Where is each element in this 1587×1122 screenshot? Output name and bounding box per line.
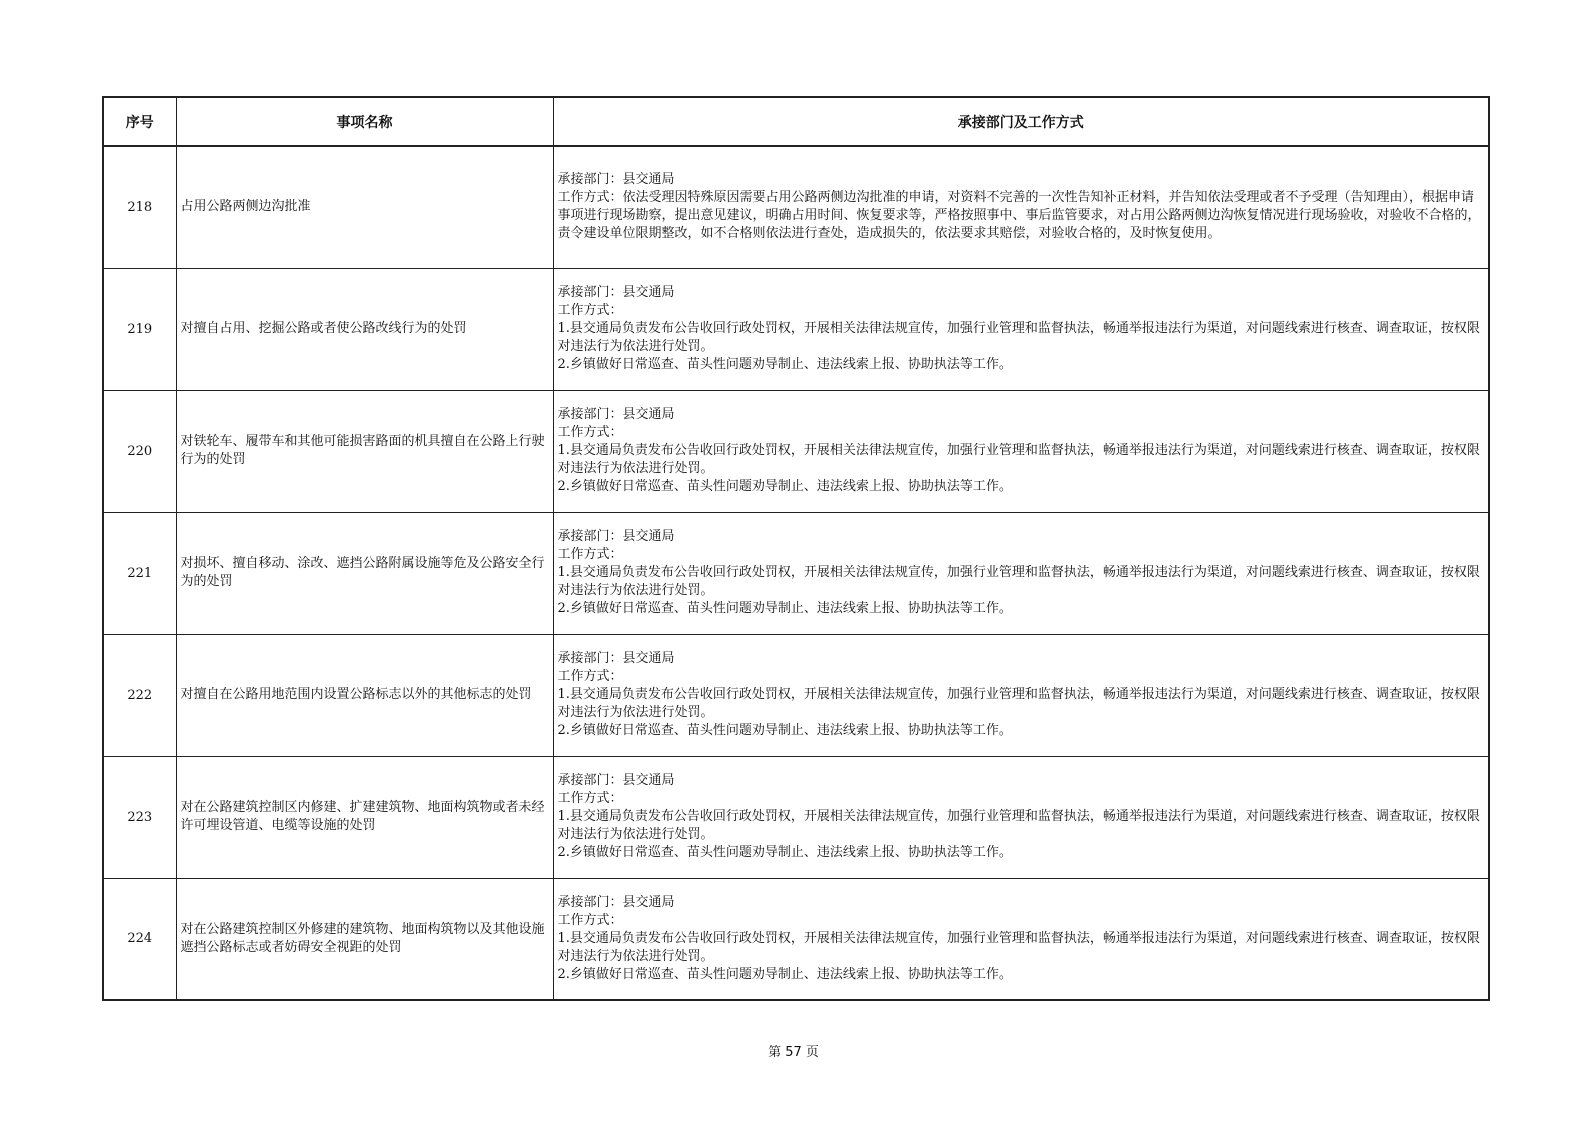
matter-name-cell: 对在公路建筑控制区外修建的建筑物、地面构筑物以及其他设施遮挡公路标志或者妨碍安全视距的处罚 (176, 878, 553, 1000)
header-matter-name: 事项名称 (176, 97, 553, 146)
serial-number-cell: 221 (103, 512, 176, 634)
department-method-cell (553, 634, 1489, 756)
department-method-line: 承接部门：县交通局 (557, 894, 675, 910)
department-method-line: 承接部门：县交通局 (557, 529, 675, 544)
department-method-line: 工作方式： (557, 547, 623, 562)
department-method-cell (553, 878, 1489, 1000)
serial-number-cell: 220 (103, 390, 176, 512)
department-method-line: 承接部门：县交通局 (557, 651, 675, 666)
department-method-line: 2.乡镇做好日常巡查、苗头性问题劝导制止、违法线索上报、协助执法等工作。 (557, 723, 1012, 738)
header-department-method: 承接部门及工作方式 (553, 97, 1489, 146)
department-method-cell (553, 146, 1489, 268)
department-method-line: 2.乡镇做好日常巡查、苗头性问题劝导制止、违法线索上报、协助执法等工作。 (557, 479, 1012, 494)
department-method-line: 1.县交通局负责发布公告收回行政处罚权，开展相关法律法规宣传，加强行业管理和监督执法，畅通举报违法行为渠道，对问题线索进行核查、调查取证，按权限对违法行为依法进行处罚。 (557, 443, 1480, 476)
page-number: 第 57 页 (768, 1045, 819, 1060)
table-header (103, 97, 1489, 146)
department-method-line: 工作方式： (557, 669, 623, 684)
matter-name-cell: 对擅自在公路用地范围内设置公路标志以外的其他标志的处罚 (176, 634, 553, 756)
department-method-line: 承接部门：县交通局 (557, 407, 675, 422)
department-method-line: 工作方式： (557, 425, 623, 440)
matters-table (102, 96, 1490, 1001)
table-row (103, 268, 1489, 390)
department-method-line: 工作方式： (557, 303, 623, 318)
matter-name-cell: 对损坏、擅自移动、涂改、遮挡公路附属设施等危及公路安全行为的处罚 (176, 512, 553, 634)
department-method-cell (553, 268, 1489, 390)
department-method-line: 承接部门：县交通局 (557, 172, 675, 188)
department-method-line: 1.县交通局负责发布公告收回行政处罚权，开展相关法律法规宣传，加强行业管理和监督执法，畅通举报违法行为渠道，对问题线索进行核查、调查取证，按权限对违法行为依法进行处罚。 (557, 687, 1480, 720)
department-method-line: 工作方式： (557, 912, 623, 928)
department-method-cell (553, 390, 1489, 512)
header-row (103, 97, 1489, 146)
department-method-line: 承接部门：县交通局 (557, 773, 675, 788)
serial-number-cell: 223 (103, 756, 176, 878)
department-method-cell (553, 512, 1489, 634)
matter-name-cell: 对擅自占用、挖掘公路或者使公路改线行为的处罚 (176, 268, 553, 390)
matter-name-cell: 对在公路建筑控制区内修建、扩建建筑物、地面构筑物或者未经许可埋设管道、电缆等设施的处罚 (176, 756, 553, 878)
table-row (103, 634, 1489, 756)
department-method-line: 1.县交通局负责发布公告收回行政处罚权，开展相关法律法规宣传，加强行业管理和监督执法，畅通举报违法行为渠道，对问题线索进行核查、调查取证，按权限对违法行为依法进行处罚。 (557, 930, 1480, 964)
matter-name-cell: 对铁轮车、履带车和其他可能损害路面的机具擅自在公路上行驶行为的处罚 (176, 390, 553, 512)
department-method-line: 2.乡镇做好日常巡查、苗头性问题劝导制止、违法线索上报、协助执法等工作。 (557, 966, 1012, 982)
department-method-line: 承接部门：县交通局 (557, 285, 675, 300)
department-method-line: 2.乡镇做好日常巡查、苗头性问题劝导制止、违法线索上报、协助执法等工作。 (557, 601, 1012, 616)
department-method-cell (553, 756, 1489, 878)
serial-number-cell: 218 (103, 146, 176, 268)
department-method-line: 工作方式： (557, 791, 623, 806)
table-row (103, 512, 1489, 634)
department-method-line: 2.乡镇做好日常巡查、苗头性问题劝导制止、违法线索上报、协助执法等工作。 (557, 357, 1012, 372)
table-body (103, 146, 1489, 1000)
department-method-line: 1.县交通局负责发布公告收回行政处罚权，开展相关法律法规宣传，加强行业管理和监督执法，畅通举报违法行为渠道，对问题线索进行核查、调查取证，按权限对违法行为依法进行处罚。 (557, 809, 1480, 842)
table-row (103, 390, 1489, 512)
serial-number-cell: 224 (103, 878, 176, 1000)
table-row (103, 756, 1489, 878)
matter-name-cell: 占用公路两侧边沟批准 (176, 146, 553, 268)
department-method-line: 1.县交通局负责发布公告收回行政处罚权，开展相关法律法规宣传，加强行业管理和监督执法，畅通举报违法行为渠道，对问题线索进行核查、调查取证，按权限对违法行为依法进行处罚。 (557, 321, 1480, 354)
department-method-line: 工作方式：依法受理因特殊原因需要占用公路两侧边沟批准的申请，对资料不完善的一次性告知补正材料，并告知依法受理或者不予受理（告知理由），根据申请事项进行现场勘察，提出意见建议，明确占用时间、恢复要求等，严格按照事中、事后监管要求，对占用公路两侧边沟恢复情况进行现场验收，对验收不合格的，责令建设单位限期整改，如不合格则依法进行查处，造成损失的，依法要求其赔偿，对验收合格的，及时恢复使用。 (557, 190, 1481, 242)
table-row (103, 878, 1489, 1000)
serial-number-cell: 222 (103, 634, 176, 756)
serial-number-cell: 219 (103, 268, 176, 390)
department-method-line: 2.乡镇做好日常巡查、苗头性问题劝导制止、违法线索上报、协助执法等工作。 (557, 845, 1012, 860)
department-method-line: 1.县交通局负责发布公告收回行政处罚权，开展相关法律法规宣传，加强行业管理和监督执法，畅通举报违法行为渠道，对问题线索进行核查、调查取证，按权限对违法行为依法进行处罚。 (557, 565, 1480, 598)
table-row (103, 146, 1489, 268)
header-serial-number: 序号 (103, 97, 176, 146)
